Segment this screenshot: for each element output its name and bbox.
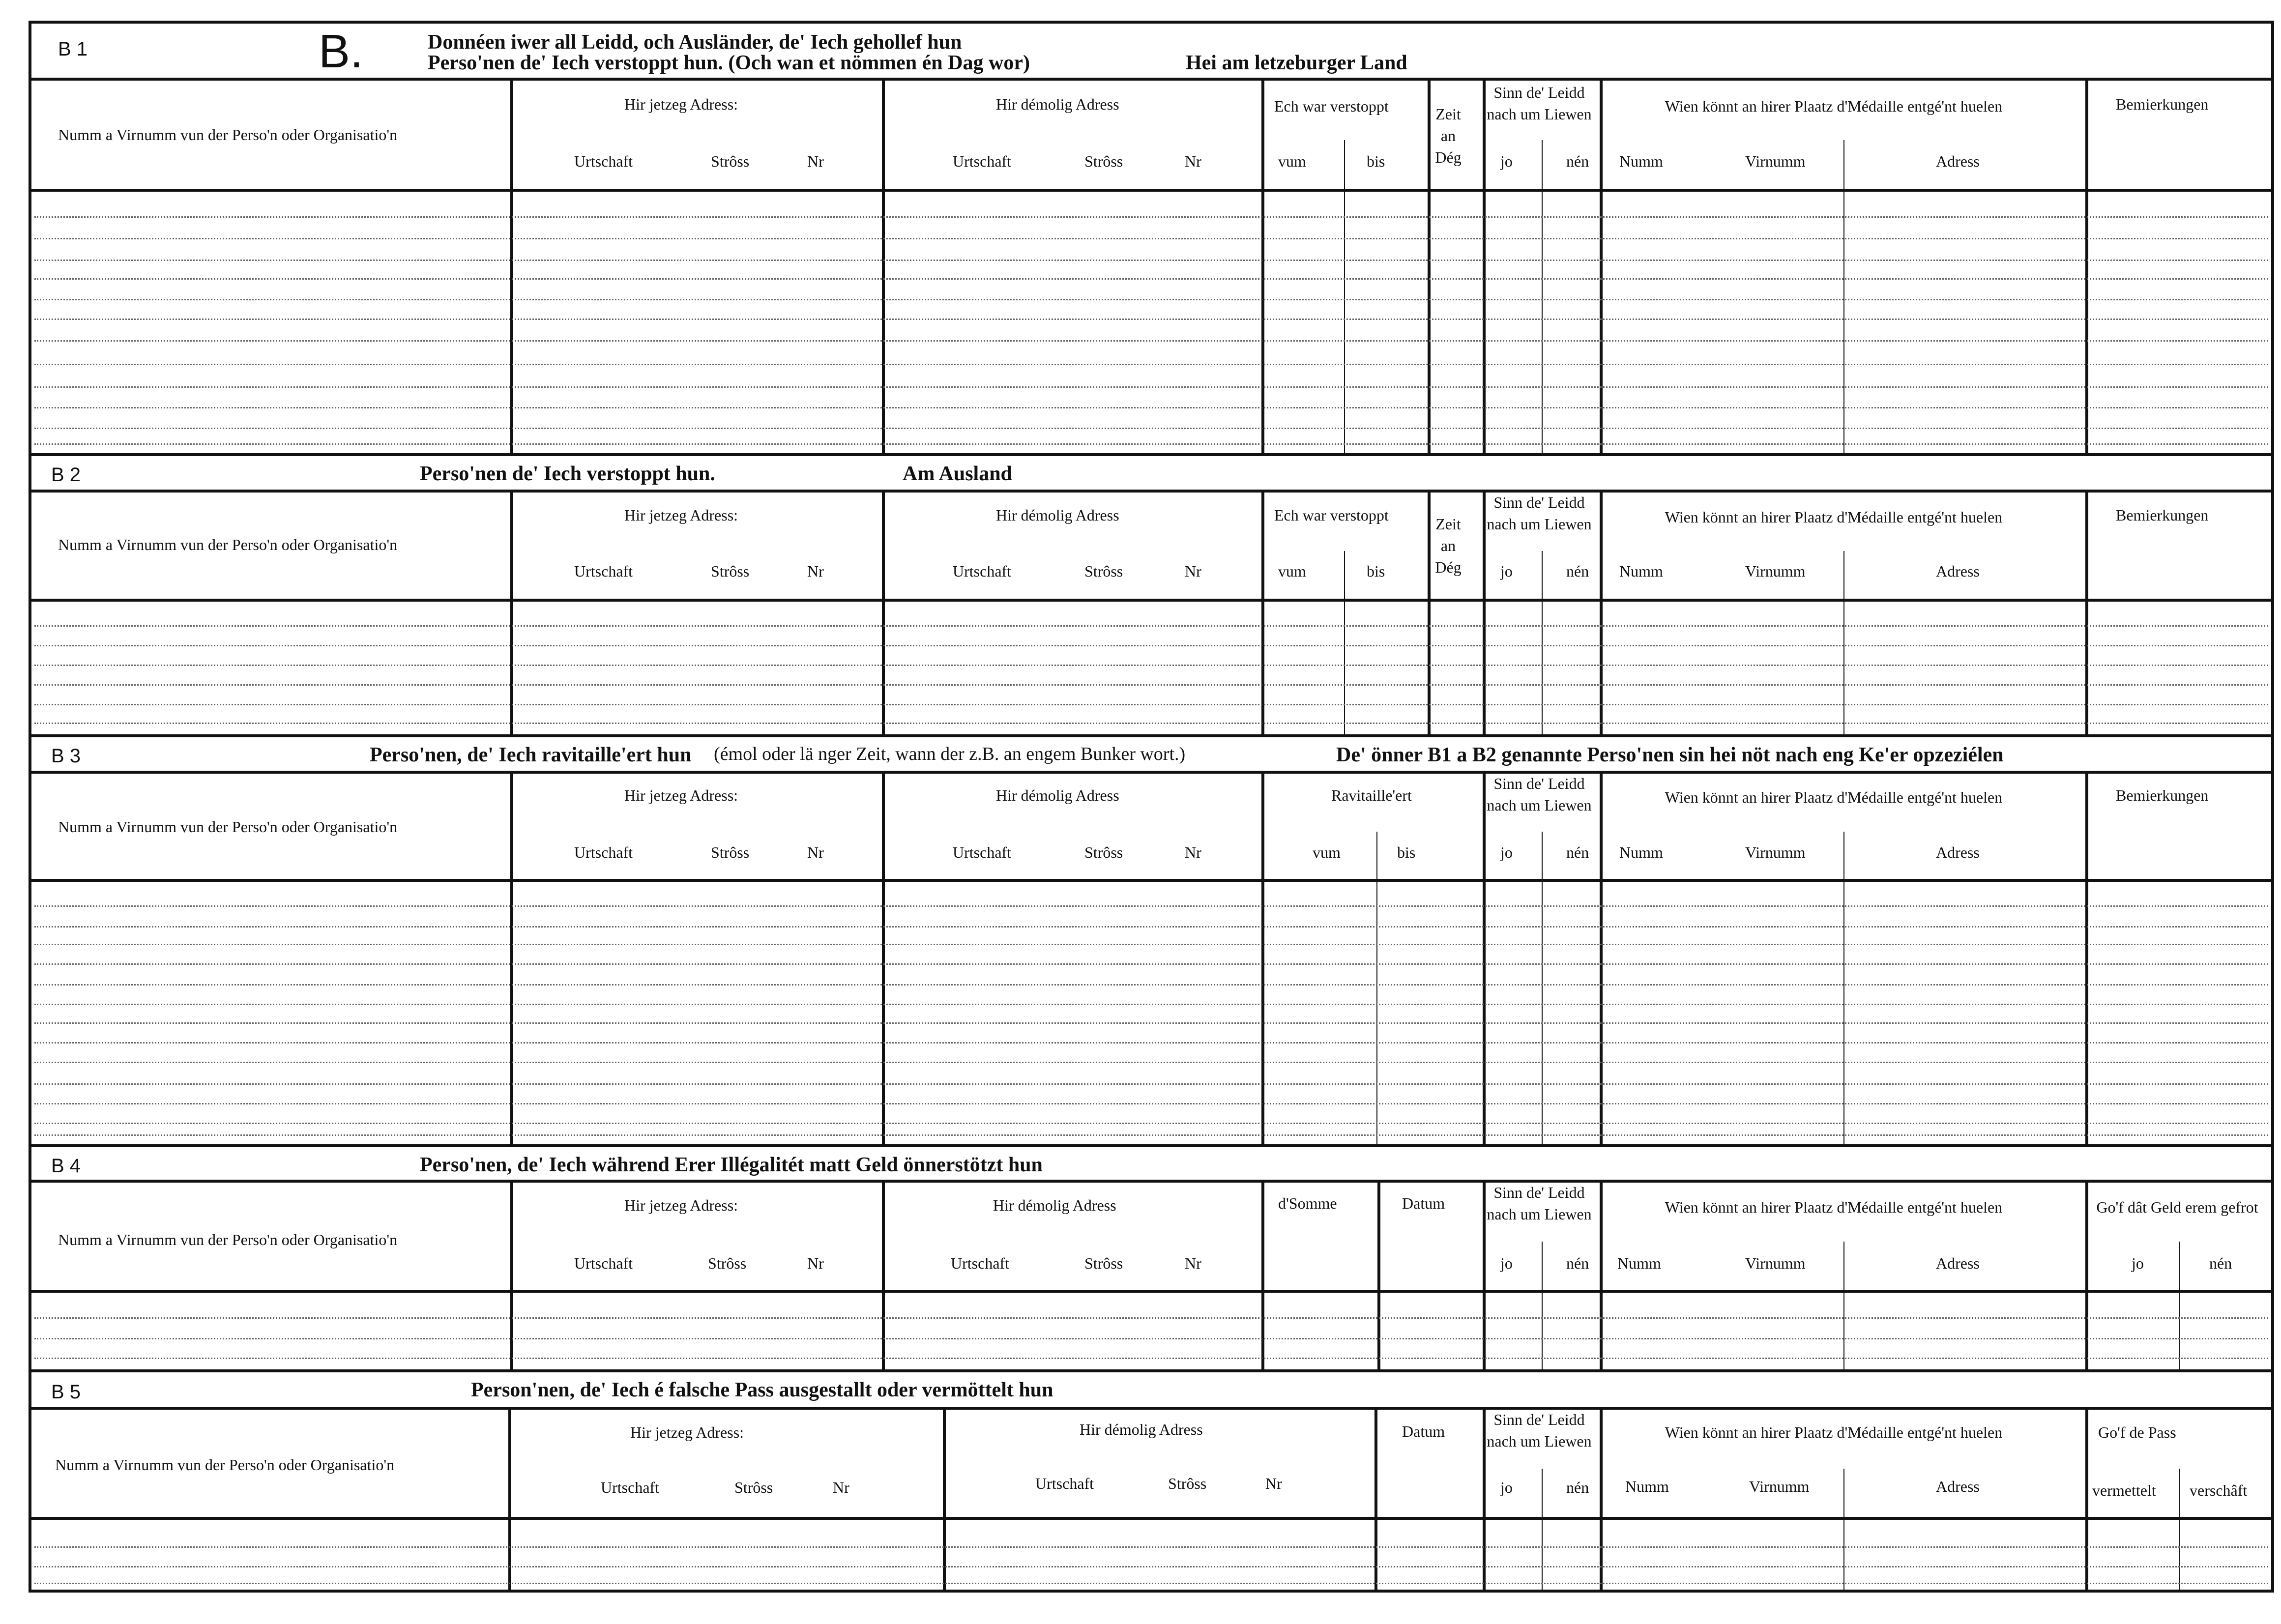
entry-line[interactable]: [34, 1123, 2268, 1124]
col-header-name: Numm a Virnumm vun der Perso'n oder Organisatio'n: [58, 536, 398, 553]
col-header-street: Strôss: [711, 152, 750, 170]
col-header-town: Urtschaft: [953, 562, 1012, 580]
column-subrule: [1344, 140, 1345, 453]
col-header-from: vum: [1313, 843, 1341, 861]
col-header-number: Nr: [1185, 1254, 1201, 1272]
column-subrule: [1843, 832, 1844, 1144]
col-header-town: Urtschaft: [953, 152, 1012, 170]
entry-line[interactable]: [34, 364, 2268, 365]
entry-line[interactable]: [34, 386, 2268, 388]
column-rule: [1600, 774, 1603, 1144]
col-header-current-address: Hir jetzeg Adress:: [624, 786, 738, 804]
entry-line[interactable]: [34, 407, 2268, 408]
column-subrule: [1542, 1242, 1543, 1369]
col-header-number: Nr: [833, 1479, 849, 1496]
column-rule: [1483, 1410, 1486, 1591]
col-header-medal-name: Numm: [1617, 1254, 1661, 1272]
header-divider: [29, 189, 2274, 192]
col-header-town: Urtschaft: [601, 1479, 660, 1496]
col-header-remarks: Bemierkungen: [2116, 95, 2209, 113]
section-divider: [29, 771, 2274, 774]
entry-line[interactable]: [34, 1062, 2268, 1063]
entry-line[interactable]: [34, 278, 2268, 280]
col-header-number: Nr: [1265, 1475, 1282, 1492]
entry-line[interactable]: [34, 625, 2268, 627]
column-subrule: [1542, 1469, 1543, 1591]
entry-line[interactable]: [34, 926, 2268, 928]
col-header-former-address: Hir démolig Adress: [996, 786, 1119, 804]
col-header-former-address: Hir démolig Adress: [996, 506, 1119, 524]
form-letter: B.: [319, 25, 363, 78]
col-header-name: Numm a Virnumm vun der Perso'n oder Organisatio'n: [55, 1456, 395, 1474]
column-rule: [510, 81, 513, 453]
column-rule: [1261, 1183, 1264, 1369]
entry-line[interactable]: [34, 319, 2268, 320]
col-header-street: Strôss: [708, 1254, 747, 1272]
col-header-alive: Sinn de' Leidd nach um Liewen: [1487, 1184, 1592, 1223]
column-rule: [2085, 1183, 2088, 1369]
section-divider: [29, 490, 2274, 493]
section-title-b5: Person'nen, de' Iech é falsche Pass ausgestallt oder vermöttelt hun: [471, 1379, 1053, 1401]
col-header-medal-firstname: Virnumm: [1745, 843, 1806, 861]
col-header-remarks: Bemierkungen: [2116, 786, 2209, 804]
col-header-no: nén: [2209, 1254, 2232, 1272]
entry-line[interactable]: [34, 299, 2268, 300]
col-header-former-address: Hir démolig Adress: [996, 95, 1119, 113]
entry-line[interactable]: [34, 645, 2268, 646]
col-header-date: Datum: [1402, 1422, 1445, 1440]
entry-line[interactable]: [34, 1566, 2268, 1567]
col-header-town: Urtschaft: [574, 152, 633, 170]
col-header-medal-firstname: Virnumm: [1749, 1478, 1810, 1495]
col-header-street: Strôss: [1084, 562, 1123, 580]
column-rule: [1483, 81, 1486, 453]
section-divider: [29, 78, 2274, 81]
header-divider: [29, 599, 2274, 602]
entry-line[interactable]: [34, 1103, 2268, 1104]
col-header-sum: d'Somme: [1278, 1194, 1337, 1212]
entry-line[interactable]: [34, 1546, 2268, 1548]
section-divider: [29, 1144, 2274, 1147]
col-header-street: Strôss: [1084, 152, 1123, 170]
col-header-medal-name: Numm: [1625, 1478, 1669, 1495]
col-header-town: Urtschaft: [574, 1254, 633, 1272]
column-subrule: [2179, 1242, 2180, 1369]
section-title-b1-extra: Hei am letzeburger Land: [1186, 52, 1407, 74]
col-header-number: Nr: [807, 562, 824, 580]
section-code-b2: B 2: [51, 464, 81, 486]
col-header-yes: jo: [2132, 1254, 2144, 1272]
column-rule: [1261, 774, 1264, 1144]
column-rule: [1261, 81, 1264, 453]
section-divider: [29, 1407, 2274, 1410]
col-header-from: vum: [1278, 562, 1306, 580]
column-subrule: [1843, 551, 1844, 734]
section-title-b3: Perso'nen, de' Iech ravitaille'ert hun: [370, 744, 692, 766]
entry-line[interactable]: [34, 905, 2268, 907]
column-rule: [510, 774, 513, 1144]
col-header-no: nén: [1566, 843, 1589, 861]
column-rule: [508, 1410, 511, 1591]
section-divider: [29, 734, 2274, 737]
section-code-b1: B 1: [58, 38, 88, 60]
entry-line[interactable]: [34, 1583, 2268, 1584]
column-subrule: [2179, 1469, 2180, 1591]
col-header-to: bis: [1397, 843, 1416, 861]
column-rule: [510, 1183, 513, 1369]
entry-line[interactable]: [34, 704, 2268, 705]
col-header-current-address: Hir jetzeg Adress:: [624, 1196, 738, 1214]
column-rule: [882, 81, 885, 453]
column-subrule: [1843, 1242, 1844, 1369]
col-header-supplied: Ravitaille'ert: [1331, 786, 1412, 804]
column-rule: [1483, 493, 1486, 734]
col-header-medal-firstname: Virnumm: [1745, 562, 1806, 580]
entry-line[interactable]: [34, 1134, 2268, 1136]
col-header-medal: Wien könnt an hirer Plaatz d'Médaille entgé'nt huelen: [1665, 97, 2003, 115]
col-header-medal-name: Numm: [1619, 843, 1663, 861]
col-header-alive: Sinn de' Leidd nach um Liewen: [1487, 775, 1592, 814]
column-rule: [1600, 81, 1603, 453]
entry-line[interactable]: [34, 238, 2268, 239]
col-header-medal-address: Adress: [1936, 843, 1980, 861]
col-header-days: Zeit an Dég: [1435, 515, 1462, 576]
entry-line[interactable]: [34, 1338, 2268, 1339]
col-header-street: Strôss: [711, 562, 750, 580]
col-header-days: Zeit an Dég: [1435, 105, 1462, 166]
entry-line[interactable]: [34, 684, 2268, 686]
col-header-mediated: vermettelt: [2092, 1481, 2156, 1499]
entry-line[interactable]: [34, 1358, 2268, 1359]
col-header-procured: verschâft: [2190, 1481, 2248, 1499]
col-header-name: Numm a Virnumm vun der Perso'n oder Organisatio'n: [58, 1231, 398, 1248]
col-header-medal-firstname: Virnumm: [1745, 1254, 1806, 1272]
column-subrule: [1344, 551, 1345, 734]
section-divider: [29, 1369, 2274, 1372]
column-subrule: [1843, 1469, 1844, 1591]
column-rule: [1377, 1183, 1380, 1369]
entry-line[interactable]: [34, 1083, 2268, 1085]
col-header-town: Urtschaft: [1035, 1475, 1094, 1492]
column-rule: [882, 774, 885, 1144]
col-header-hidden: Ech war verstoppt: [1274, 97, 1389, 115]
col-header-medal-address: Adress: [1936, 562, 1980, 580]
column-rule: [882, 1183, 885, 1369]
col-header-street: Strôss: [1168, 1475, 1207, 1492]
col-header-yes: jo: [1500, 1254, 1513, 1272]
column-rule: [510, 493, 513, 734]
section-divider: [29, 453, 2274, 456]
column-rule: [2085, 493, 2088, 734]
col-header-no: nén: [1566, 1479, 1589, 1496]
col-header-medal: Wien könnt an hirer Plaatz d'Médaille entgé'nt huelen: [1665, 1423, 2003, 1441]
column-rule: [1428, 81, 1431, 453]
entry-line[interactable]: [34, 216, 2268, 218]
col-header-town: Urtschaft: [953, 843, 1012, 861]
col-header-town: Urtschaft: [574, 843, 633, 861]
col-header-medal: Wien könnt an hirer Plaatz d'Médaille entgé'nt huelen: [1665, 1198, 2003, 1216]
col-header-town: Urtschaft: [574, 562, 633, 580]
col-header-number: Nr: [807, 843, 824, 861]
col-header-no: nén: [1566, 1254, 1589, 1272]
entry-line[interactable]: [34, 665, 2268, 666]
entry-line[interactable]: [34, 1042, 2268, 1044]
column-rule: [943, 1410, 946, 1591]
col-header-number: Nr: [807, 152, 824, 170]
section-title-b4: Perso'nen, de' Iech während Erer Illégalitét matt Geld önnerstötzt hun: [420, 1154, 1043, 1176]
section-code-b3: B 3: [51, 745, 81, 767]
entry-line[interactable]: [34, 1317, 2268, 1319]
col-header-number: Nr: [1185, 843, 1201, 861]
col-header-current-address: Hir jetzeg Adress:: [630, 1423, 744, 1441]
col-header-number: Nr: [1185, 562, 1201, 580]
col-header-number: Nr: [1185, 152, 1201, 170]
col-header-current-address: Hir jetzeg Adress:: [624, 95, 738, 113]
entry-line[interactable]: [34, 944, 2268, 945]
entry-line[interactable]: [34, 1004, 2268, 1005]
entry-line[interactable]: [34, 1022, 2268, 1024]
col-header-pass: Go'f de Pass: [2098, 1423, 2176, 1441]
section-code-b4: B 4: [51, 1155, 81, 1177]
col-header-medal-address: Adress: [1936, 1254, 1980, 1272]
col-header-street: Strôss: [1084, 843, 1123, 861]
col-header-current-address: Hir jetzeg Adress:: [624, 506, 738, 524]
column-rule: [1374, 1410, 1377, 1591]
section-code-b5: B 5: [51, 1381, 81, 1403]
col-header-street: Strôss: [1084, 1254, 1123, 1272]
column-rule: [1600, 1183, 1603, 1369]
col-header-no: nén: [1566, 562, 1589, 580]
col-header-date: Datum: [1402, 1194, 1445, 1212]
section-title-b1-line1: Donnéen iwer all Leidd, och Ausländer, de' Iech gehollef hun: [428, 31, 962, 54]
column-rule: [1483, 774, 1486, 1144]
col-header-name: Numm a Virnumm vun der Perso'n oder Organisatio'n: [58, 126, 398, 144]
col-header-hidden: Ech war verstoppt: [1274, 506, 1389, 524]
col-header-medal-name: Numm: [1619, 152, 1663, 170]
col-header-name: Numm a Virnumm vun der Perso'n oder Organisatio'n: [58, 818, 398, 836]
column-rule: [882, 493, 885, 734]
col-header-yes: jo: [1500, 843, 1513, 861]
section-title-b2-extra: Am Ausland: [903, 463, 1012, 485]
entry-line[interactable]: [34, 428, 2268, 429]
section-title-b1-line2: Perso'nen de' Iech verstoppt hun. (Och wan et nömmen én Dag wor): [428, 52, 1030, 74]
col-header-former-address: Hir démolig Adress: [1080, 1421, 1203, 1438]
column-rule: [2085, 81, 2088, 453]
column-subrule: [1542, 140, 1543, 453]
col-header-remarks: Bemierkungen: [2116, 506, 2209, 524]
column-rule: [1428, 493, 1431, 734]
entry-line[interactable]: [34, 963, 2268, 965]
header-divider: [29, 1517, 2274, 1520]
col-header-street: Strôss: [734, 1479, 773, 1496]
col-header-medal: Wien könnt an hirer Plaatz d'Médaille entgé'nt huelen: [1665, 788, 2003, 806]
entry-line[interactable]: [34, 723, 2268, 724]
col-header-yes: jo: [1500, 152, 1513, 170]
column-rule: [2085, 774, 2088, 1144]
col-header-medal: Wien könnt an hirer Plaatz d'Médaille entgé'nt huelen: [1665, 508, 2003, 526]
col-header-medal-address: Adress: [1936, 1478, 1980, 1495]
col-header-alive: Sinn de' Leidd nach um Liewen: [1487, 1411, 1592, 1450]
section-title-b2: Perso'nen de' Iech verstoppt hun.: [420, 463, 715, 485]
column-subrule: [1843, 140, 1844, 453]
col-header-town: Urtschaft: [951, 1254, 1010, 1272]
col-header-yes: jo: [1500, 1479, 1513, 1496]
entry-line[interactable]: [34, 260, 2268, 261]
column-rule: [1600, 493, 1603, 734]
column-rule: [1261, 493, 1264, 734]
col-header-medal-firstname: Virnumm: [1745, 152, 1806, 170]
col-header-returned: Go'f dât Geld erem gefrot: [2096, 1198, 2258, 1216]
header-divider: [29, 879, 2274, 882]
column-rule: [1600, 1410, 1603, 1591]
entry-line[interactable]: [34, 984, 2268, 986]
entry-line[interactable]: [34, 443, 2268, 445]
col-header-medal-address: Adress: [1936, 152, 1980, 170]
column-subrule: [1542, 551, 1543, 734]
entry-line[interactable]: [34, 340, 2268, 342]
col-header-street: Strôss: [711, 843, 750, 861]
col-header-yes: jo: [1500, 562, 1513, 580]
column-rule: [2085, 1410, 2088, 1591]
column-rule: [1483, 1183, 1486, 1369]
col-header-alive: Sinn de' Leidd nach um Liewen: [1487, 493, 1592, 533]
col-header-former-address: Hir démolig Adress: [993, 1196, 1116, 1214]
header-divider: [29, 1290, 2274, 1293]
column-subrule: [1376, 832, 1377, 1144]
column-subrule: [1542, 832, 1543, 1144]
col-header-from: vum: [1278, 152, 1306, 170]
section-title-b3-extra: De' önner B1 a B2 genannte Perso'nen sin hei nöt nach eng Ke'er opzeziélen: [1336, 744, 2004, 766]
section-title-b3-note: (émol oder lä nger Zeit, wann der z.B. an engem Bunker wort.): [714, 744, 1186, 764]
col-header-medal-name: Numm: [1619, 562, 1663, 580]
col-header-no: nén: [1566, 152, 1589, 170]
col-header-number: Nr: [807, 1254, 824, 1272]
col-header-to: bis: [1367, 562, 1385, 580]
col-header-to: bis: [1367, 152, 1385, 170]
col-header-alive: Sinn de' Leidd nach um Liewen: [1487, 84, 1592, 123]
section-divider: [29, 1180, 2274, 1183]
